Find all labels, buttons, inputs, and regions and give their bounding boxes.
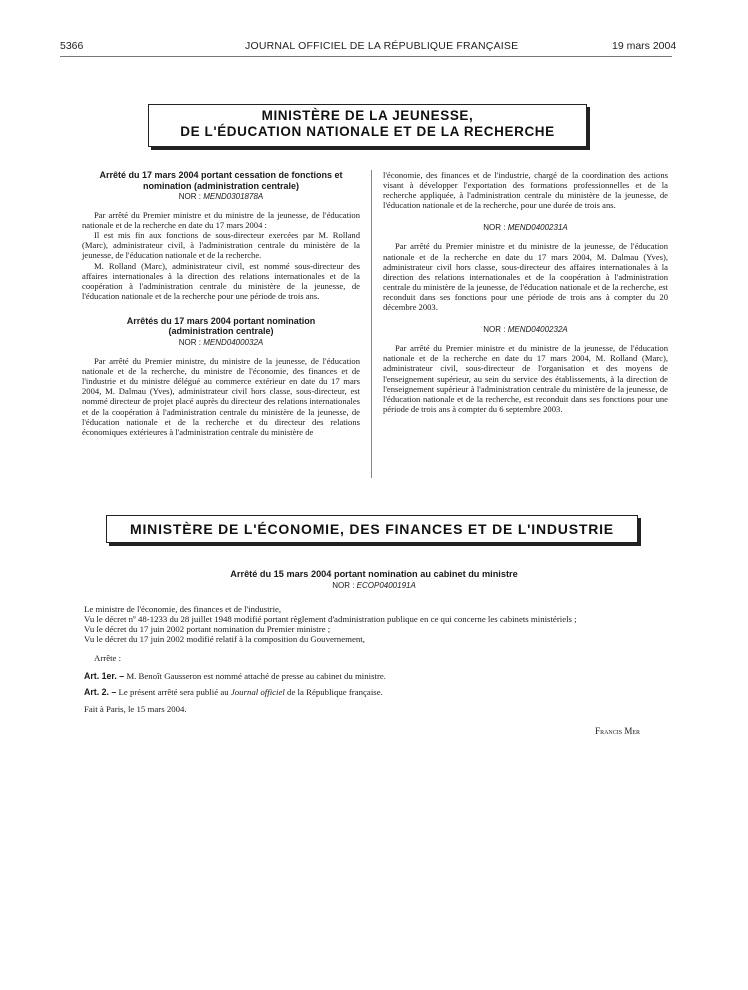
preamble-line: Le ministre de l'économie, des finances et de l'industrie, bbox=[84, 603, 282, 614]
nor-reference bbox=[82, 338, 360, 348]
nor-code: MEND0301878A bbox=[203, 192, 264, 201]
nor-code: MEND0400231A bbox=[507, 223, 568, 233]
ministry-title-box: MINISTÈRE DE L'ÉCONOMIE, DES FINANCES ET DE L'INDUSTRIE bbox=[106, 515, 638, 543]
arrete-word: Arrête : bbox=[94, 652, 122, 663]
journal-name: Journal officiel bbox=[230, 687, 285, 698]
paragraph: Par arrêté du Premier ministre et du ministre de la jeunesse, de l'éducation nationale et de la recherche en date du 17 mars 2004 : bbox=[82, 210, 360, 231]
paragraph-continuation: l'économie, des finances et de l'industrie, chargé de la coordination des actions visant à développer l'exportation des formations professionnelles et de la recherche appliquée, à l'administration centrale du ministère de la jeunesse, de l'éducation nationale et de la recherche, pour une durée de trois ans. bbox=[383, 170, 668, 211]
article-text: de la République française. bbox=[287, 687, 383, 698]
preamble-line: Vu le décret nº 48-1233 du 28 juillet 1948 modifié portant règlement d'administration publique en ce qui concerne les cabinets ministériels ; bbox=[84, 613, 577, 624]
paragraph: Par arrêté du Premier ministre et du ministre de la jeunesse, de l'éducation nationale et de la recherche en date du 17 mars 2004, M. Dalmau (Yves), administrateur civil hors classe, sous-directeur des affaires internationales à la direction des relations internationales et de la coopération à l'administration centrale du ministère de la jeunesse, de l'éducation nationale et de la recherche, est reconduit dans ses fonctions pour une période de trois ans à compter du 20 décembre 2003. bbox=[383, 241, 668, 313]
paragraph: Par arrêté du Premier ministre et du ministre de la jeunesse, de l'éducation nationale et de la recherche en date du 17 mars 2004, M. Rolland (Marc), administrateur civil, sous-directeur de l'organisation et des moyens de l'enseignement supérieur, au sein du service des établissements, à la direction de l'enseignement supérieur à l'administration centrale du ministère de la jeunesse, de l'éducation nationale et de la recherche, est reconduit dans ses fonctions pour une période de trois ans à compter du 6 septembre 2003. bbox=[383, 343, 668, 414]
article-text: Le présent arrêté sera publié au bbox=[118, 687, 229, 698]
nor-reference bbox=[383, 325, 668, 335]
nor-label: NOR : bbox=[332, 581, 355, 591]
arrete-full-width bbox=[84, 569, 664, 736]
article-text: M. Benoît Gausseron est nommé attaché de presse au cabinet du ministre. bbox=[126, 671, 386, 682]
nor-code: MEND0400232A bbox=[507, 325, 568, 335]
arrete-title: Arrêté du 17 mars 2004 portant cessation de fonctions et nomination (administration centrale) bbox=[99, 170, 343, 191]
nor-reference bbox=[82, 192, 360, 202]
article-2 bbox=[84, 687, 664, 697]
header-rule bbox=[60, 56, 672, 57]
paragraph: Il est mis fin aux fonctions de sous-directeur exercées par M. Rolland (Marc), administrateur civil, à l'administration centrale du ministère de la jeunesse, de l'éducation nationale et de la recherche. bbox=[82, 230, 360, 261]
signature: Francis Mer bbox=[595, 725, 640, 736]
done-at: Fait à Paris, le 15 mars 2004. bbox=[84, 703, 187, 714]
article-1 bbox=[84, 671, 664, 681]
journal-title: JOURNAL OFFICIEL DE LA RÉPUBLIQUE FRANÇAISE bbox=[245, 40, 519, 52]
ministry-title-line1: MINISTÈRE DE LA JEUNESSE, bbox=[261, 108, 474, 123]
nor-code: MEND0400032A bbox=[203, 337, 264, 347]
ministry-title-box bbox=[148, 104, 587, 147]
right-column bbox=[383, 170, 668, 414]
ministry-title-line2: DE L'ÉDUCATION NATIONALE ET DE LA RECHERCHE bbox=[180, 124, 555, 139]
arrete-title: Arrêté du 15 mars 2004 portant nomination au cabinet du ministre bbox=[230, 569, 518, 579]
column-divider bbox=[371, 170, 372, 478]
preamble-line: Vu le décret du 17 juin 2002 portant nomination du Premier ministre ; bbox=[84, 624, 331, 635]
preamble-line: Vu le décret du 17 juin 2002 modifié relatif à la composition du Gouvernement, bbox=[84, 634, 365, 645]
page-number: 5366 bbox=[60, 40, 84, 52]
nor-label: NOR : bbox=[178, 192, 201, 201]
page-date: 19 mars 2004 bbox=[612, 40, 677, 52]
nor-code: ECOP0400191A bbox=[356, 581, 416, 591]
nor-reference bbox=[383, 223, 668, 233]
article-label: Art. 2. – bbox=[84, 687, 117, 698]
article-label: Art. 1er. – bbox=[84, 671, 125, 682]
paragraph: Par arrêté du Premier ministre, du ministre de la jeunesse, de l'éducation nationale et de la recherche, du ministre de l'économie, des finances et de l'industrie et du ministre délégué au commerce extérieur en date du 17 mars 2004, M. Dalmau (Yves), administrateur civil hors classe, sous-directeur, est nommé directeur de projet placé auprès du directeur des relations internationales et de la coopération à l'administration centrale du ministère de la jeunesse, de l'éducation nationale et de la recherche et du directeur des relations économiques extérieures à l'administration centrale du ministère de bbox=[82, 356, 360, 437]
nor-label: NOR : bbox=[483, 325, 506, 335]
nor-reference bbox=[84, 581, 664, 591]
paragraph: M. Rolland (Marc), administrateur civil, est nommé sous-directeur des affaires internationales à la direction des relations internationales et de la coopération à l'administration centrale du ministère de la jeunesse, de l'éducation nationale et de la recherche pour une période de trois ans. bbox=[82, 260, 360, 301]
arrete-title: Arrêtés du 17 mars 2004 portant nomination (administration centrale) bbox=[126, 315, 316, 337]
nor-label: NOR : bbox=[483, 223, 506, 233]
left-column bbox=[82, 170, 360, 437]
nor-label: NOR : bbox=[178, 337, 201, 347]
